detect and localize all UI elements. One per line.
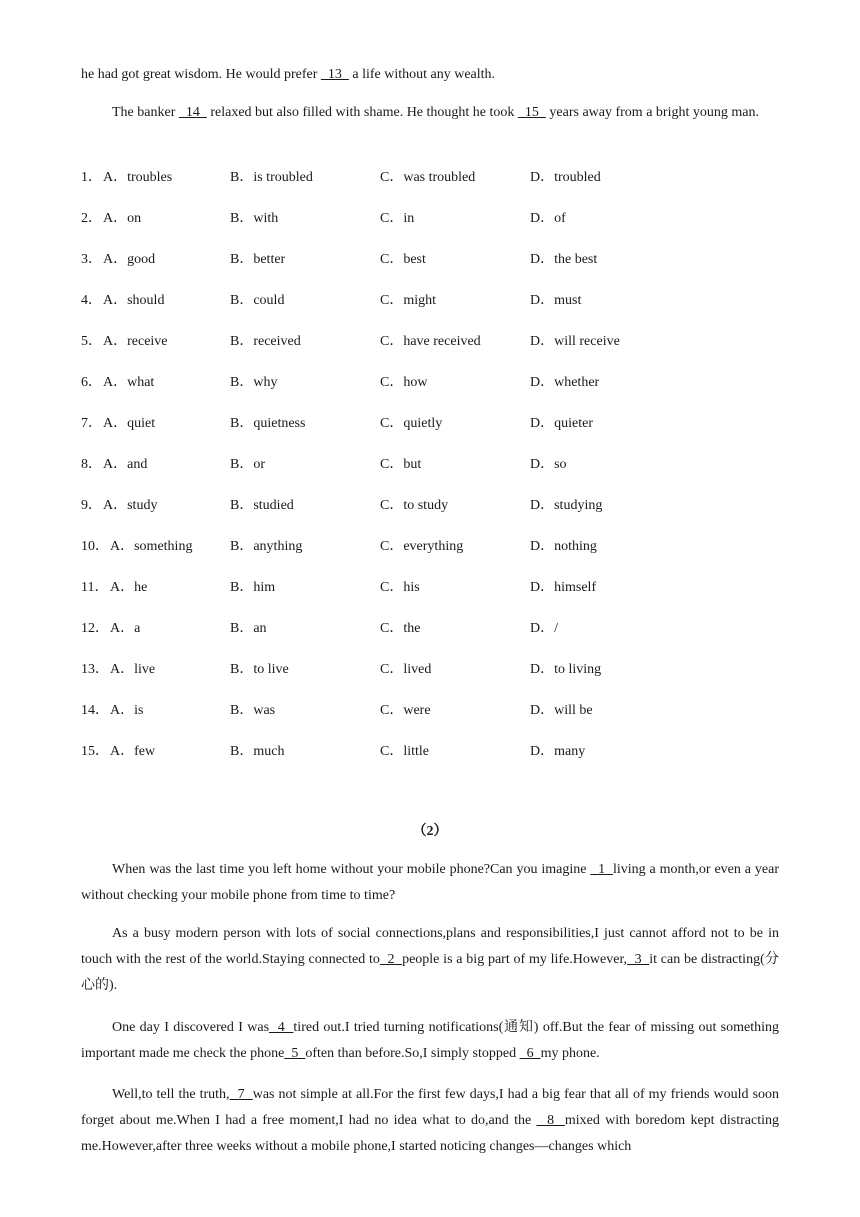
option-c: C．quietly [380, 416, 443, 431]
option-b: B．with [230, 211, 279, 226]
passage1-closing-line [81, 62, 779, 88]
option-d: D．/ [530, 621, 558, 636]
question-number: 14． [81, 703, 109, 718]
option-a: A．good [103, 252, 156, 267]
option-d: D．must [530, 293, 582, 308]
question-number: 12． [81, 621, 109, 636]
option-b: B．anything [230, 539, 303, 554]
question-number: 5． [81, 334, 102, 349]
question-row [81, 660, 781, 680]
option-d: D．will be [530, 703, 593, 718]
passage2-paragraph-3 [81, 1015, 779, 1067]
question-number: 3． [81, 252, 102, 267]
question-row [81, 209, 781, 229]
option-c: C．have received [380, 334, 481, 349]
question-number: 9． [81, 498, 102, 513]
text-segment: mixed with boredom kept distracting me.However,after three weeks without a mobile phone,I started noticing changes—changes which [81, 1113, 779, 1154]
text-segment: he had got great wisdom. He would prefer [81, 67, 321, 82]
question-number: 15． [81, 744, 109, 759]
option-d: D．nothing [530, 539, 597, 554]
option-c: C．but [380, 457, 422, 472]
option-a: A．something [110, 539, 193, 554]
text-segment: When was the last time you left home without your mobile phone?Can you imagine [112, 862, 591, 877]
option-c: C．everything [380, 539, 464, 554]
text-segment: tired out.I tried turning notifications(通知) off.But the fear of missing out something important made me check the phone [81, 1020, 780, 1061]
option-a: A．is [110, 703, 144, 718]
blank-5: 5 [284, 1046, 306, 1061]
option-c: C．to study [380, 498, 449, 513]
option-b: B．quietness [230, 416, 306, 431]
blank-15: 15 [517, 105, 546, 120]
section-heading: （2） [412, 824, 448, 839]
option-d: D．to living [530, 662, 602, 677]
text-segment: living a month,or even a year without checking your mobile phone from time to time? [81, 862, 779, 903]
text-segment: One day I discovered I was [112, 1020, 270, 1035]
text-segment: a life without any wealth. [348, 67, 496, 82]
option-c: C．best [380, 252, 426, 267]
passage2-paragraph-2 [81, 921, 779, 999]
option-d: D．the best [530, 252, 598, 267]
question-number: 8． [81, 457, 102, 472]
option-d: D．studying [530, 498, 603, 513]
option-a: A．receive [103, 334, 168, 349]
passage2-paragraph-4 [81, 1082, 779, 1160]
question-number: 7． [81, 416, 102, 431]
question-row [81, 496, 781, 516]
option-b: B．could [230, 293, 285, 308]
option-d: D．many [530, 744, 586, 759]
text-segment: The banker [112, 105, 179, 120]
question-number: 10． [81, 539, 109, 554]
passage2-paragraph-1 [81, 857, 779, 909]
option-a: A．troubles [103, 170, 173, 185]
blank-1: 1 [590, 862, 613, 877]
option-a: A．few [110, 744, 156, 759]
option-a: A．what [103, 375, 155, 390]
option-a: A．study [103, 498, 158, 513]
text-segment: Well,to tell the truth, [112, 1087, 230, 1102]
question-row [81, 250, 781, 270]
option-c: C．was troubled [380, 170, 476, 185]
blank-3: 3 [627, 952, 650, 967]
question-row [81, 742, 781, 762]
option-c: C．his [380, 580, 420, 595]
text-segment: people is a big part of my life.However, [402, 952, 628, 967]
option-b: B．is troubled [230, 170, 313, 185]
question-row [81, 455, 781, 475]
option-c: C．in [380, 211, 415, 226]
question-row [81, 373, 781, 393]
blank-13: 13 [320, 67, 349, 82]
option-b: B．better [230, 252, 286, 267]
question-number: 11． [81, 580, 109, 595]
blank-7: 7 [229, 1087, 253, 1102]
question-row [81, 168, 781, 188]
option-d: D．so [530, 457, 567, 472]
question-number: 13． [81, 662, 109, 677]
question-number: 1． [81, 170, 102, 185]
question-row [81, 537, 781, 557]
option-c: C．the [380, 621, 421, 636]
option-d: D．troubled [530, 170, 601, 185]
option-d: D．will receive [530, 334, 620, 349]
blank-6: 6 [519, 1046, 541, 1061]
text-segment: years away from a bright young man. [545, 105, 759, 120]
option-a: A．and [103, 457, 148, 472]
option-d: D．himself [530, 580, 597, 595]
question-row [81, 332, 781, 352]
question-row [81, 619, 781, 639]
option-d: D．of [530, 211, 566, 226]
question-row [81, 701, 781, 721]
option-b: B．or [230, 457, 265, 472]
passage1-final-paragraph [81, 100, 779, 126]
option-c: C．might [380, 293, 437, 308]
option-c: C．little [380, 744, 429, 759]
option-b: B．why [230, 375, 278, 390]
option-b: B．studied [230, 498, 294, 513]
option-c: C．lived [380, 662, 432, 677]
question-row [81, 578, 781, 598]
option-b: B．him [230, 580, 276, 595]
question-number: 2． [81, 211, 102, 226]
option-b: B．an [230, 621, 267, 636]
question-number: 6． [81, 375, 102, 390]
text-segment: it can be distracting(分心的). [81, 952, 780, 993]
option-a: A．a [110, 621, 141, 636]
question-row [81, 414, 781, 434]
text-segment: As a busy modern person with lots of social connections,plans and responsibilities,I just cannot afford not to be in touch with the rest of the world.Staying connected to [81, 926, 779, 967]
blank-4: 4 [269, 1020, 294, 1035]
option-b: B．was [230, 703, 276, 718]
option-b: B．received [230, 334, 301, 349]
blank-2: 2 [379, 952, 403, 967]
option-b: B．much [230, 744, 285, 759]
question-number: 4． [81, 293, 102, 308]
option-a: A．quiet [103, 416, 156, 431]
option-b: B．to live [230, 662, 289, 677]
option-d: D．quieter [530, 416, 593, 431]
text-segment: was not simple at all.For the first few days,I had a big fear that all of my friends would soon forget about me.When I had a free moment,I had no idea what to do,and the [81, 1087, 780, 1128]
option-a: A．he [110, 580, 148, 595]
option-c: C．were [380, 703, 431, 718]
option-a: A．live [110, 662, 156, 677]
text-segment: my phone. [540, 1046, 600, 1061]
option-a: A．should [103, 293, 165, 308]
blank-8: 8 [536, 1113, 565, 1128]
text-segment: often than before.So,I simply stopped [305, 1046, 520, 1061]
question-row [81, 291, 781, 311]
option-c: C．how [380, 375, 428, 390]
option-a: A．on [103, 211, 142, 226]
text-segment: relaxed but also filled with shame. He thought he took [206, 105, 518, 120]
option-d: D．whether [530, 375, 600, 390]
blank-14: 14 [178, 105, 207, 120]
